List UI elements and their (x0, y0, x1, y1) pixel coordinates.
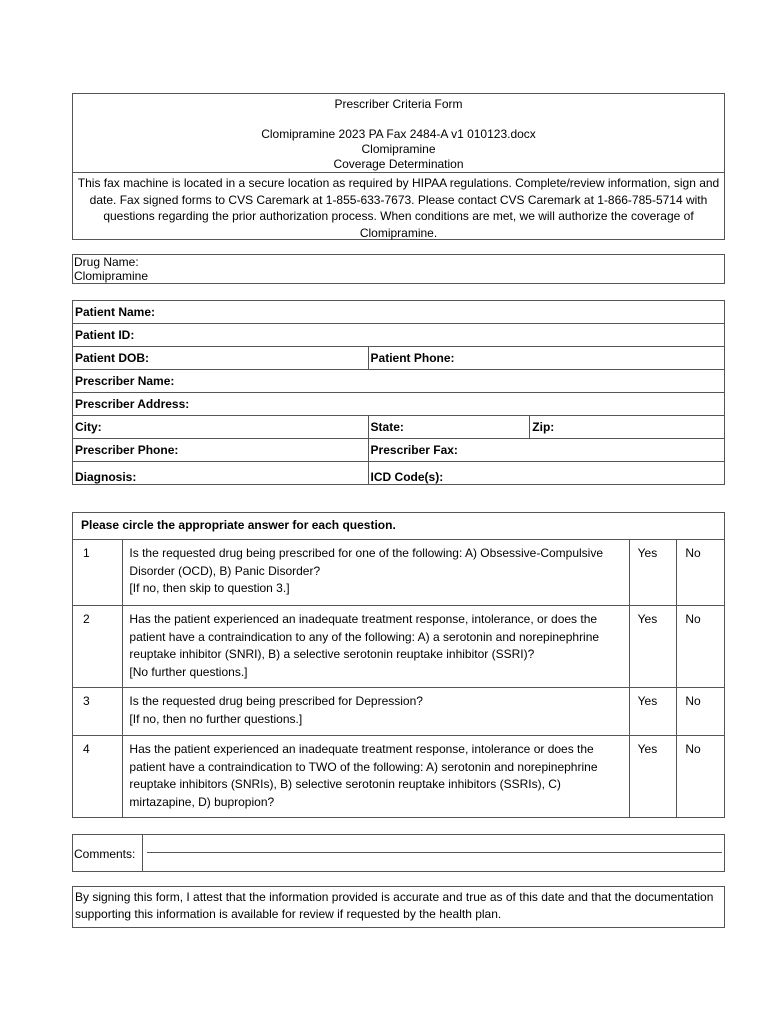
prescriber-fax-field[interactable]: Prescriber Fax: (368, 439, 724, 462)
diagnosis-field[interactable]: Diagnosis: (73, 462, 369, 485)
yes-option[interactable]: Yes (629, 736, 677, 818)
comments-box[interactable] (72, 834, 725, 872)
question-text: Is the requested drug being prescribed for Depression? [If no, then no further questions.] (123, 688, 629, 736)
state-field[interactable]: State: (368, 416, 530, 439)
patient-name-field[interactable]: Patient Name: (73, 301, 725, 324)
header-divider (73, 172, 724, 173)
question-note: [No further questions.] (129, 664, 248, 679)
question-number: 4 (73, 736, 123, 818)
yes-option[interactable]: Yes (629, 688, 677, 736)
question-text: Has the patient experienced an inadequate treatment response, intolerance, or does the patient have a contraindication to any of the following: A) a serotonin and norepinephrine reuptake inhibitor (SNRI), B) a selective serotonin reuptake inhibitor (SSRI)? [No further questions.] (123, 606, 629, 688)
question-text: Is the requested drug being prescribed for one of the following: A) Obsessive-Compulsive Disorder (OCD), B) Panic Disorder? [If no, then skip to question 3.] (123, 540, 629, 606)
drug-name-value: Clomipramine (74, 269, 149, 283)
drug-name-label: Drug Name: (74, 255, 139, 269)
icd-code-field[interactable]: ICD Code(s): (368, 462, 724, 485)
header-titles (73, 97, 724, 172)
no-option[interactable]: No (677, 540, 725, 606)
form-header (72, 93, 725, 240)
questions-instruction: Please circle the appropriate answer for each question. (73, 513, 725, 540)
question-number: 2 (73, 606, 123, 688)
comments-label: Comments: (74, 847, 136, 861)
prescriber-name-field[interactable]: Prescriber Name: (73, 370, 725, 393)
question-number: 3 (73, 688, 123, 736)
comments-line (147, 852, 722, 853)
question-number: 1 (73, 540, 123, 606)
prescriber-address-field[interactable]: Prescriber Address: (73, 393, 725, 416)
no-option[interactable]: No (677, 606, 725, 688)
zip-field[interactable]: Zip: (530, 416, 725, 439)
question-text: Has the patient experienced an inadequate treatment response, intolerance or does the patient have a contraindication to TWO of the following: A) serotonin and norepinephrine reuptake inhibitors (SNRIs), B) selective serotonin reuptake inhibitors (SSRIs), C) mirtazapine, D) bupropion? (123, 736, 629, 818)
no-option[interactable]: No (677, 688, 725, 736)
yes-option[interactable]: Yes (629, 540, 677, 606)
patient-id-field[interactable]: Patient ID: (73, 324, 725, 347)
header-drug: Clomipramine (361, 142, 436, 156)
form-title: Prescriber Criteria Form (334, 97, 463, 111)
comments-separator (142, 834, 143, 872)
prescriber-phone-field[interactable]: Prescriber Phone: (73, 439, 369, 462)
patient-dob-field[interactable]: Patient DOB: (73, 347, 369, 370)
question-note: [If no, then skip to question 3.] (129, 581, 290, 595)
drug-name-box (72, 254, 725, 284)
patient-phone-field[interactable]: Patient Phone: (368, 347, 724, 370)
file-name: Clomipramine 2023 PA Fax 2484-A v1 010123.docx (261, 127, 536, 141)
yes-option[interactable]: Yes (629, 606, 677, 688)
question-note: [If no, then no further questions.] (129, 711, 303, 726)
city-field[interactable]: City: (73, 416, 369, 439)
attestation-box: By signing this form, I attest that the information provided is accurate and true as of this date and that the documentation supporting this information is available for review if requested by the health plan. (72, 886, 725, 928)
form-subtitle: Coverage Determination (333, 157, 464, 171)
patient-info-table (72, 300, 725, 485)
fax-notice: This fax machine is located in a secure location as required by HIPAA regulations. Complete/review information, sign and date. Fax signed forms to CVS Caremark at 1-855-633-7673. Please contact CVS Caremark at 1-866-785-5714 with questions regarding the prior authorization process. When conditions are met, we will authorize the coverage of Clomipramine. (77, 176, 720, 240)
questions-table (72, 512, 725, 818)
no-option[interactable]: No (677, 736, 725, 818)
